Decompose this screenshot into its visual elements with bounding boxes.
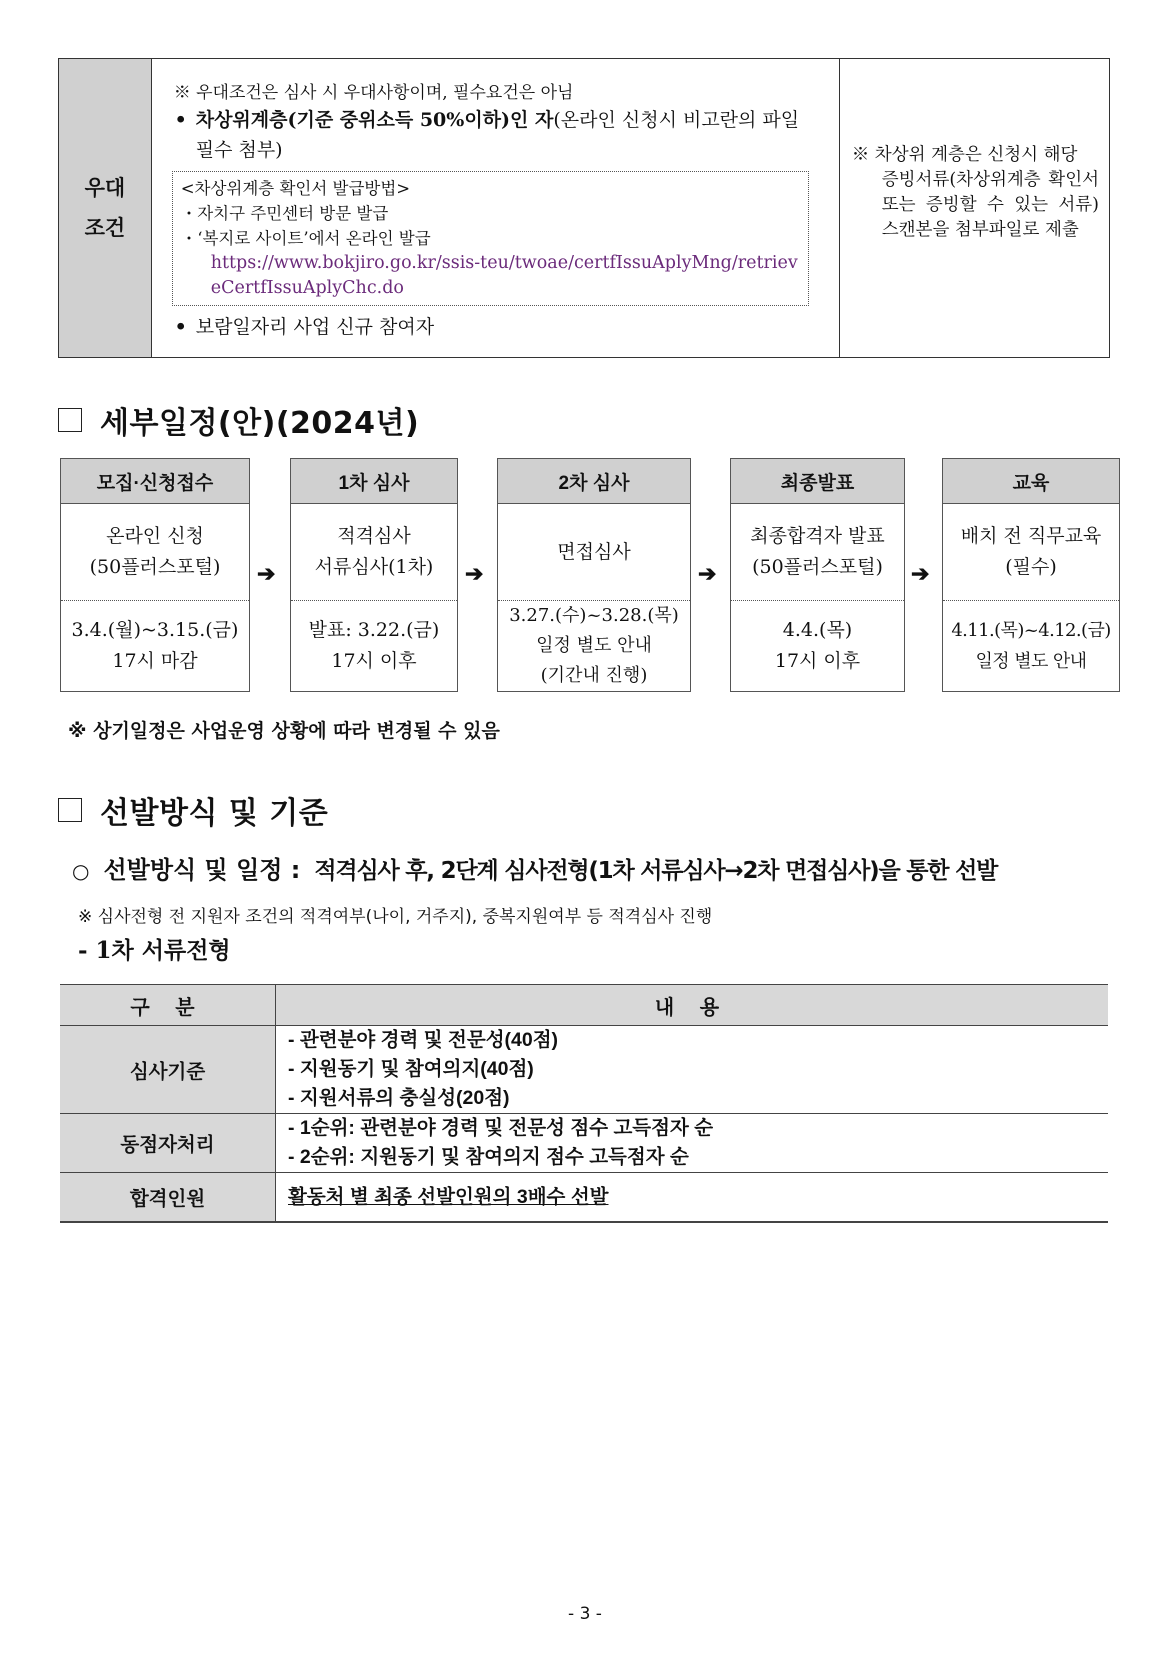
- stage-second-review: [497, 458, 691, 692]
- stage-desc-line: (50플러스포털): [752, 556, 883, 578]
- stage-date-line: 17시 마감: [112, 650, 198, 672]
- arrow-right-icon: ➔: [257, 561, 276, 587]
- method-value: 적격심사 후, 2단계 심사전형(1차 서류심사→2차 면접심사)을 통한 선발: [314, 858, 998, 884]
- selection-heading: [58, 788, 328, 832]
- criteria-table: [60, 984, 1108, 1223]
- page-number: - 3 -: [568, 1604, 602, 1624]
- preference-label-cell: [59, 59, 152, 357]
- stage-desc: [943, 504, 1119, 601]
- row-key: 동점자처리: [60, 1114, 276, 1173]
- stage-desc: [731, 504, 904, 601]
- stage-desc-line: 서류심사(1차): [314, 556, 434, 578]
- table-row: [60, 1026, 1108, 1114]
- bokjiro-link[interactable]: https://www.bokjiro.go.kr/ssis-teu/twoae/certfIssuAplyMng/retrieveCertfIssuAplyChc.do: [210, 253, 798, 298]
- row-value-line: - 지원서류의 충실성(20점): [288, 1087, 510, 1109]
- preference-item-new-participant: [166, 312, 827, 342]
- checkbox-square-icon: [58, 798, 82, 822]
- arrow-right-icon: ➔: [698, 561, 717, 587]
- table-row: [60, 1114, 1108, 1173]
- preference-remark-cell: [840, 59, 1109, 357]
- row-value-line: - 2순위: 지원동기 및 참여의지 점수 고득점자 순: [288, 1146, 689, 1168]
- circle-bullet-icon: ○: [72, 859, 90, 883]
- preference-item-normal: (온라인 신청시 비고란의 파일: [553, 109, 800, 131]
- stage-date-line: (기간내 진행): [540, 665, 648, 686]
- schedule-title: 세부일정(안)(2024년): [100, 406, 420, 441]
- preference-conditions-table: [58, 58, 1110, 358]
- stage-date-line: 17시 이후: [774, 650, 861, 672]
- preference-item-continuation-row: [166, 135, 827, 165]
- stage-date-line: 3.4.(월)~3.15.(금): [71, 619, 239, 641]
- stage-date-line: 3.27.(수)~3.28.(목): [509, 605, 679, 626]
- stage-date-line: 17시 이후: [331, 650, 417, 672]
- header-category: 구 분: [60, 985, 276, 1026]
- stage-date-line: 일정 별도 안내: [536, 635, 652, 656]
- stage-head: 1차 심사: [291, 459, 457, 504]
- stage-date-line: 일정 별도 안내: [975, 651, 1087, 672]
- row-value: [276, 1114, 1109, 1173]
- stage-head: 2차 심사: [498, 459, 690, 504]
- stage-desc: [61, 504, 249, 601]
- bullet-icon: •: [174, 316, 187, 338]
- stage-desc-line: (50플러스포털): [89, 556, 221, 578]
- stage-application: [60, 458, 250, 692]
- remark-first-line: ※ 차상위 계층은 신청시 해당: [851, 145, 1078, 165]
- preference-item-bold: 차상위계층(기준 중위소득 50%이하)인 자: [195, 109, 554, 131]
- stage-date: [943, 601, 1119, 691]
- checkbox-square-icon: [58, 408, 82, 432]
- stage-desc-line: 최종합격자 발표: [750, 525, 885, 547]
- arrow-right-icon: ➔: [465, 561, 484, 587]
- stage-date-line: 발표: 3.22.(금): [308, 619, 440, 641]
- schedule-heading: [58, 398, 419, 442]
- row-value-line: 활동처 별 최종 선발인원의 3배수 선발: [288, 1185, 609, 1208]
- arrow-right-icon: ➔: [911, 561, 930, 587]
- stage-date: [498, 601, 690, 691]
- stage-head: 모집·신청접수: [61, 459, 249, 504]
- eligibility-note: ※ 심사전형 전 지원자 조건의 적격여부(나이, 거주지), 중복지원여부 등 적격심사 진행: [78, 907, 713, 927]
- remark-rest: 증빙서류(차상위계층 확인서 또는 증빙할 수 있는 서류) 스캔본을 첨부파일로 제출: [881, 170, 1099, 240]
- stage-desc: [498, 504, 690, 601]
- stage-date: [61, 601, 249, 691]
- row-value-line: - 지원동기 및 참여의지(40점): [288, 1058, 534, 1080]
- stage-desc-line: 온라인 신청: [106, 525, 204, 547]
- schedule-flow: [60, 458, 1120, 694]
- selection-title: 선발방식 및 기준: [100, 796, 329, 831]
- table-header-row: [60, 985, 1108, 1026]
- preference-item-low-income: [166, 105, 827, 135]
- header-content: 내 용: [276, 985, 1109, 1026]
- row-value-line: - 관련분야 경력 및 전문성(40점): [288, 1029, 559, 1051]
- stage-date: [731, 601, 904, 691]
- stage-head: 최종발표: [731, 459, 904, 504]
- stage-desc-line: 면접심사: [557, 540, 631, 563]
- stage-first-review: [290, 458, 458, 692]
- stage-date: [291, 601, 457, 691]
- bullet-icon: •: [174, 109, 187, 131]
- preference-label-line: 조건: [84, 216, 126, 240]
- row-key: 합격인원: [60, 1173, 276, 1223]
- preference-item-text: 보람일자리 사업 신규 참여자: [195, 316, 435, 338]
- table-row: [60, 1173, 1108, 1223]
- certificate-howto-box: [172, 171, 809, 306]
- preference-label-line: 우대: [84, 176, 126, 200]
- schedule-change-note: ※ 상기일정은 사업운영 상황에 따라 변경될 수 있음: [68, 720, 500, 742]
- howto-line: ・자치구 주민센터 방문 발급: [180, 204, 389, 223]
- stage-desc-line: 적격심사: [337, 525, 411, 547]
- preference-item-continuation: 필수 첨부): [195, 139, 283, 161]
- row-value-line: - 1순위: 관련분야 경력 및 전문성 점수 고득점자 순: [288, 1117, 714, 1139]
- row-key: 심사기준: [60, 1026, 276, 1114]
- method-label: 선발방식 및 일정 :: [103, 856, 301, 884]
- row-value: [276, 1026, 1109, 1114]
- document-screening-title: - 1차 서류전형: [78, 937, 231, 964]
- stage-date-line: 4.11.(목)~4.12.(금): [951, 620, 1111, 641]
- preference-note: ※ 우대조건은 심사 시 우대사항이며, 필수요건은 아님: [173, 83, 574, 103]
- preference-body-cell: [152, 59, 840, 357]
- selection-method-line: [72, 850, 997, 885]
- stage-training: [942, 458, 1120, 692]
- stage-desc: [291, 504, 457, 601]
- stage-desc-line: 배치 전 직무교육: [960, 525, 1102, 547]
- stage-date-line: 4.4.(목): [782, 619, 853, 641]
- howto-line: ・‘복지로 사이트’에서 온라인 발급: [180, 229, 431, 248]
- row-value: [276, 1173, 1109, 1223]
- howto-title: <차상위계층 확인서 발급방법>: [180, 179, 411, 198]
- stage-head: 교육: [943, 459, 1119, 504]
- stage-desc-line: (필수): [1005, 556, 1057, 578]
- stage-final-announcement: [730, 458, 905, 692]
